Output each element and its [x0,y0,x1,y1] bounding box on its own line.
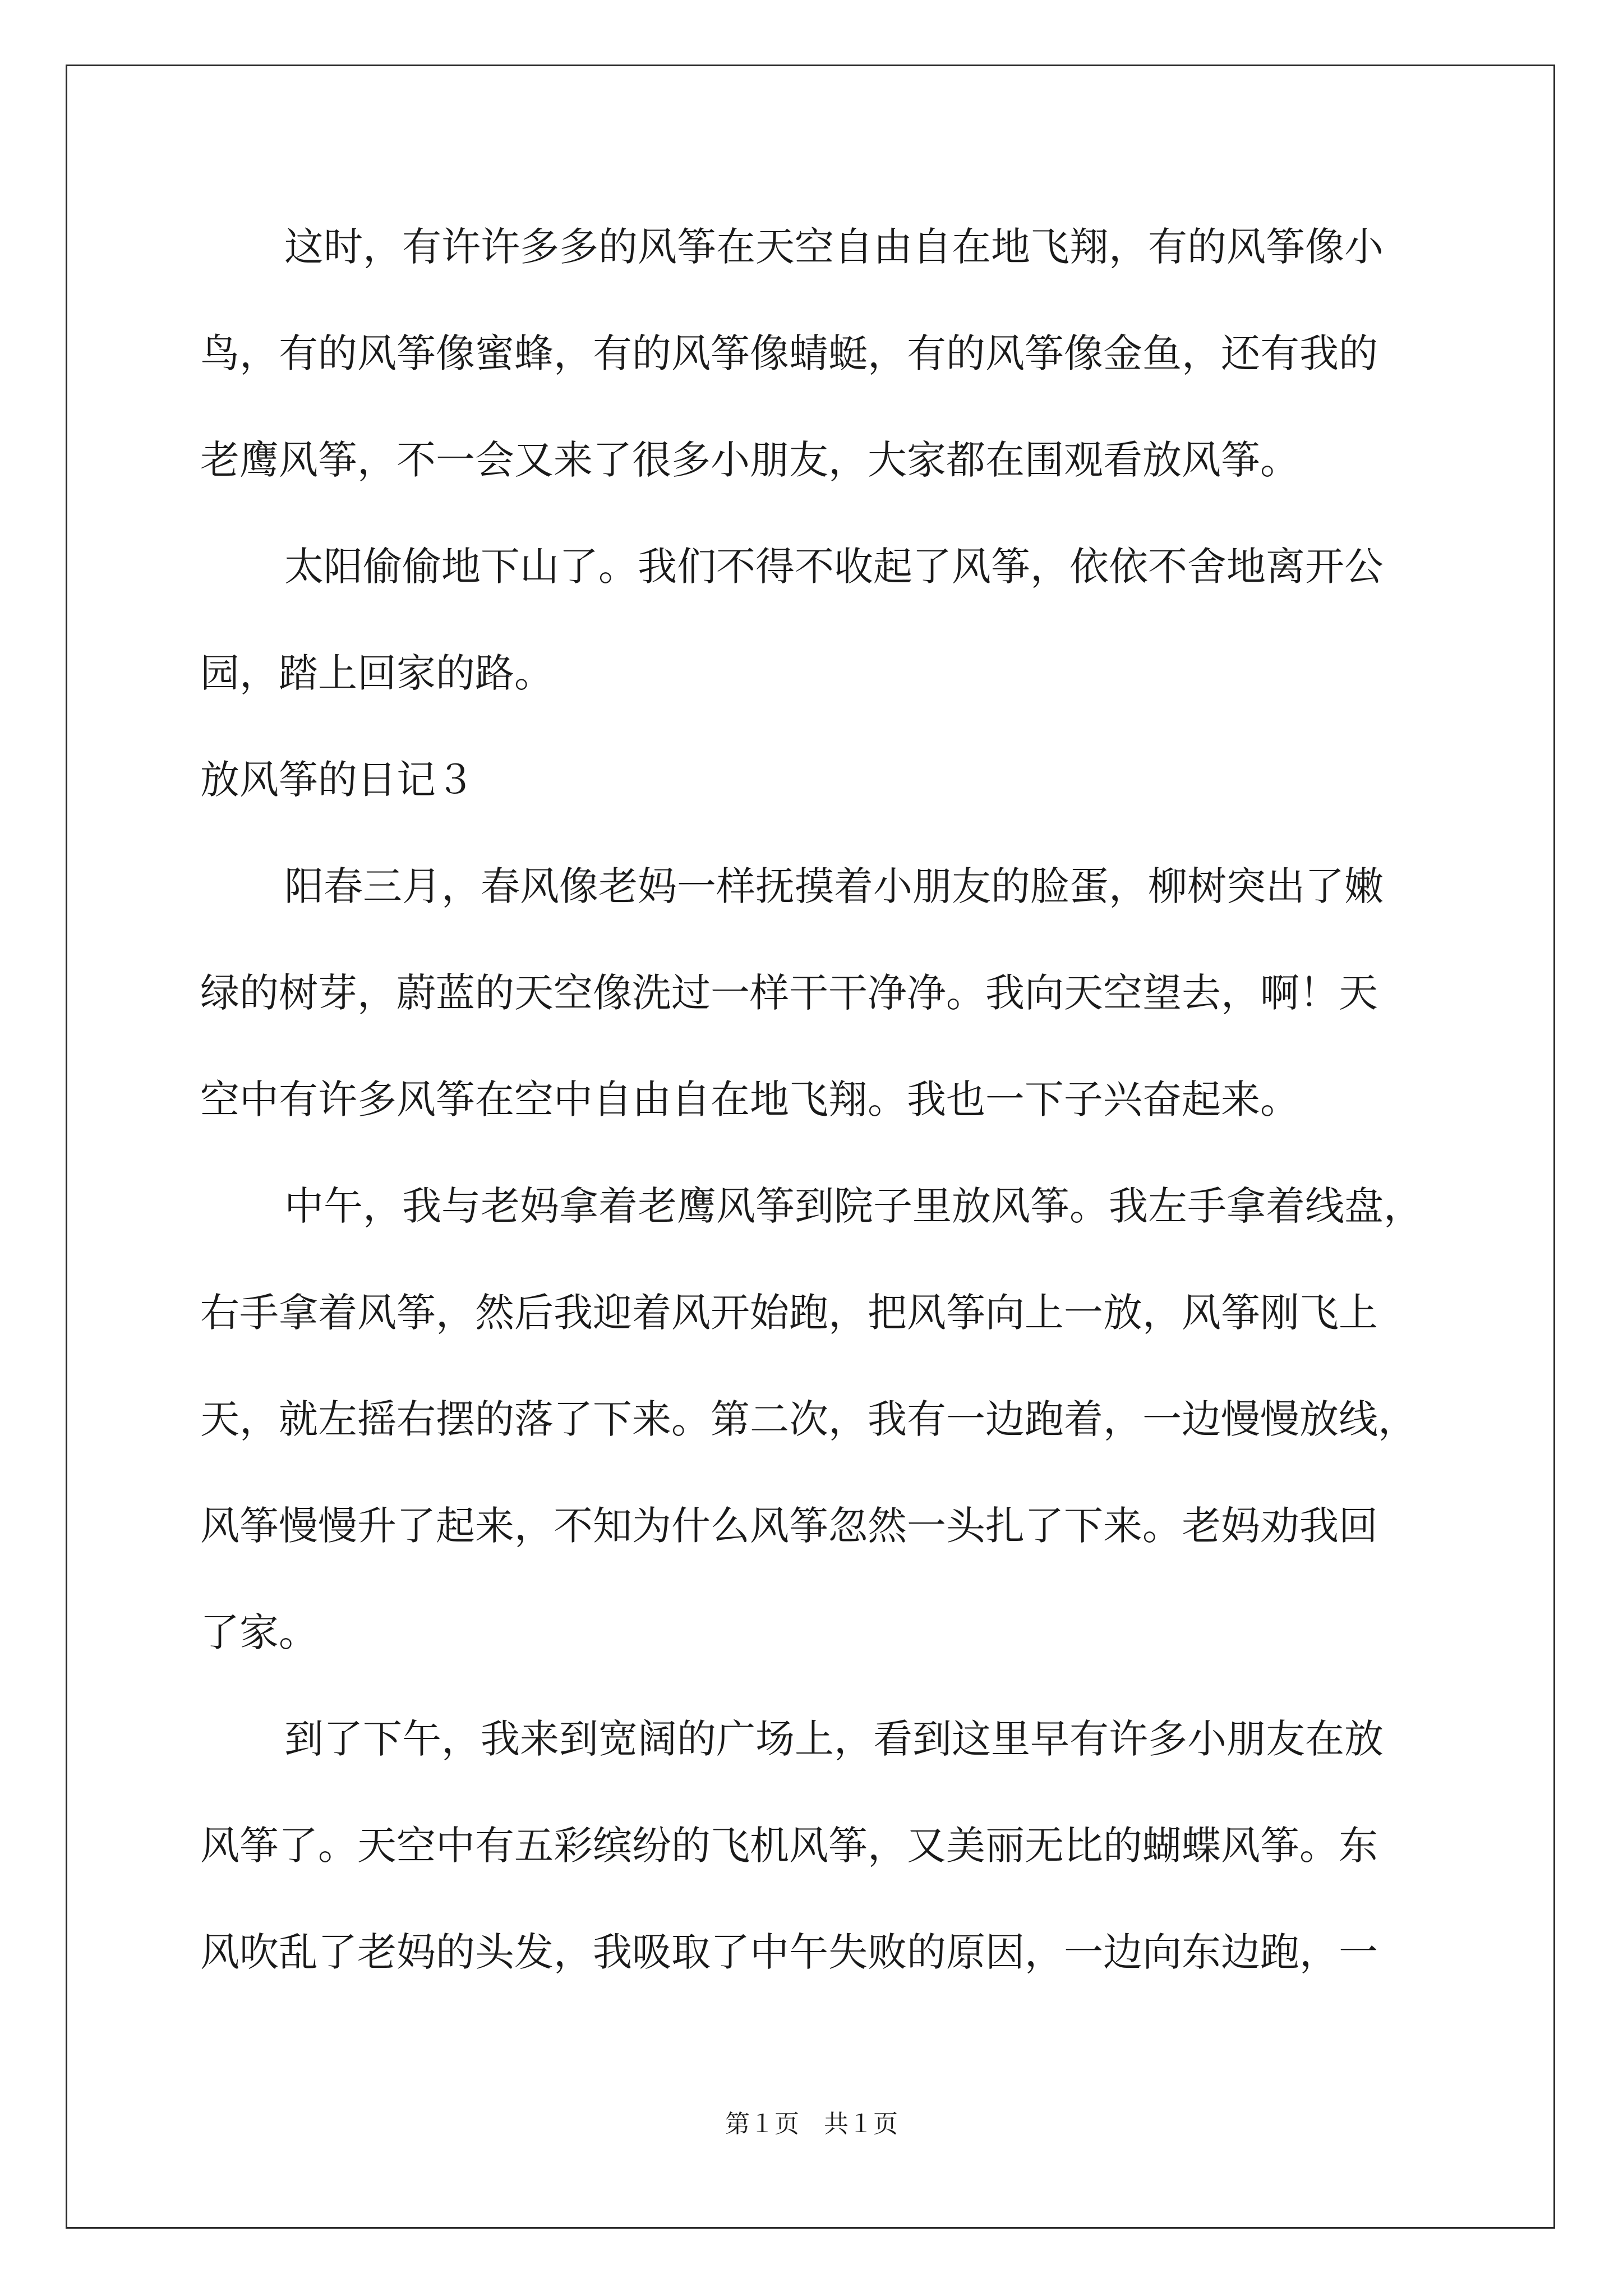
paragraph-line: 了家。 [200,1609,318,1655]
paragraph-line: 到了下午，我来到宽阔的广场上，看到这里早有许多小朋友在放 [284,1716,1384,1762]
paragraph-line: 中午，我与老妈拿着老鹰风筝到院子里放风筝。我左手拿着线盘， [284,1183,1423,1229]
paragraph-line: 风筝了。天空中有五彩缤纷的飞机风筝，又美丽无比的蝴蝶风筝。东 [200,1823,1378,1869]
paragraph-line: 这时，有许许多多的风筝在天空自由自在地飞翔，有的风筝像小 [284,224,1384,270]
paragraph-line: 空中有许多风筝在空中自由自在地飞翔。我也一下子兴奋起来。 [200,1076,1299,1122]
paragraph-line: 风吹乱了老妈的头发，我吸取了中午失败的原因，一边向东边跑，一 [200,1929,1378,1975]
paragraph-line: 绿的树芽，蔚蓝的天空像洗过一样干干净净。我向天空望去，啊！天 [200,970,1378,1016]
paragraph-line: 阳春三月，春风像老妈一样抚摸着小朋友的脸蛋，柳树突出了嫩 [284,863,1384,909]
page-border [66,65,1555,2229]
paragraph-line: 风筝慢慢升了起来，不知为什么风筝忽然一头扎了下来。老妈劝我回 [200,1503,1378,1549]
paragraph-line: 太阳偷偷地下山了。我们不得不收起了风筝，依依不舍地离开公 [284,544,1384,590]
paragraph-line: 鸟，有的风筝像蜜蜂，有的风筝像蜻蜓，有的风筝像金鱼，还有我的 [200,330,1378,376]
page-footer: 第１页 共１页 [725,2110,898,2138]
paragraph-line: 园，踏上回家的路。 [200,650,554,696]
paragraph-line: 天，就左摇右摆的落了下来。第二次，我有一边跑着，一边慢慢放线， [200,1396,1417,1442]
section-heading: 放风筝的日记３ [200,757,475,803]
paragraph-line: 右手拿着风筝，然后我迎着风开始跑，把风筝向上一放，风筝刚飞上 [200,1290,1378,1336]
paragraph-line: 老鹰风筝，不一会又来了很多小朋友，大家都在围观看放风筝。 [200,437,1299,483]
